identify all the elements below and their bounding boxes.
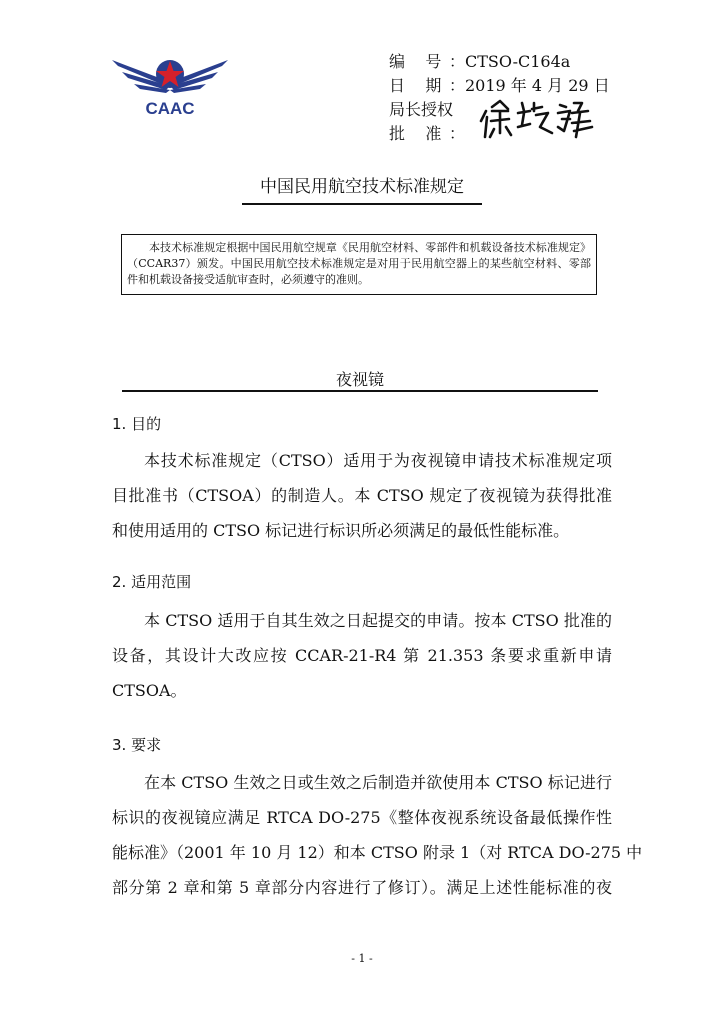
- paragraph-line: 目批准书（CTSOA）的制造人。本 CTSO 规定了夜视镜为获得批准: [112, 486, 612, 505]
- paragraph-line: 本技术标准规定（CTSO）适用于为夜视镜申请技术标准规定项: [144, 451, 612, 470]
- meta-value-date: 2019 年 4 月 29 日: [465, 76, 610, 95]
- meta-label-date: 日 期：: [389, 76, 465, 95]
- paragraph-line: 标识的夜视镜应满足 RTCA DO-275《整体夜视系统设备最低操作性: [112, 808, 612, 827]
- section-body-requirements: [112, 765, 643, 905]
- meta-value-number: CTSO-C164a: [465, 52, 571, 71]
- subtitle-underline: [122, 390, 598, 392]
- handwritten-signature: [478, 97, 598, 143]
- section-heading-scope: 2. 适用范围: [112, 573, 192, 591]
- paragraph-line: 和使用适用的 CTSO 标记进行标识所必须满足的最低性能标准。: [112, 521, 570, 540]
- meta-label-approval: 批 准：: [389, 124, 465, 143]
- caac-wings-star-icon: [108, 52, 232, 122]
- caac-logo: [108, 52, 232, 122]
- section-heading-requirements: 3. 要求: [112, 736, 162, 754]
- logo-text: CAAC: [145, 99, 195, 118]
- meta-label-number: 编 号：: [389, 52, 465, 71]
- notice-text: 本技术标准规定根据中国民用航空规章《民用航空材料、零部件和机载设备技术标准规定》（CCAR37）颁发。中国民用航空技术标准规定是对用于民用航空器上的某些航空材料、零部件和机载设备接受适航审查时，必须遵守的准则。: [127, 241, 591, 286]
- meta-row-number: [389, 50, 610, 74]
- paragraph-line: 设备，其设计大改应按 CCAR-21-R4 第 21.353 条要求重新申请: [112, 646, 612, 665]
- paragraph-line: 能标准》（2001 年 10 月 12）和本 CTSO 附录 1（对 RTCA DO-275 中: [112, 843, 643, 862]
- paragraph-line: 在本 CTSO 生效之日或生效之后制造并欲使用本 CTSO 标记进行: [144, 773, 612, 792]
- section-body-scope: [112, 603, 612, 708]
- standard-subtitle: 夜视镜: [335, 370, 384, 389]
- meta-row-date: [389, 74, 610, 98]
- notice-box: [121, 234, 597, 295]
- document-title: 中国民用航空技术标准规定: [260, 177, 464, 197]
- section-body-purpose: [112, 443, 612, 548]
- title-underline: [242, 203, 482, 205]
- meta-label-authorization: 局长授权: [389, 100, 454, 119]
- page-number: - 1 -: [351, 952, 373, 965]
- paragraph-line: 本 CTSO 适用于自其生效之日起提交的申请。按本 CTSO 批准的: [144, 611, 612, 630]
- paragraph-line: CTSOA。: [112, 681, 187, 700]
- section-heading-purpose: 1. 目的: [112, 415, 162, 433]
- paragraph-line: 部分第 2 章和第 5 章部分内容进行了修订）。满足上述性能标准的夜: [112, 878, 612, 897]
